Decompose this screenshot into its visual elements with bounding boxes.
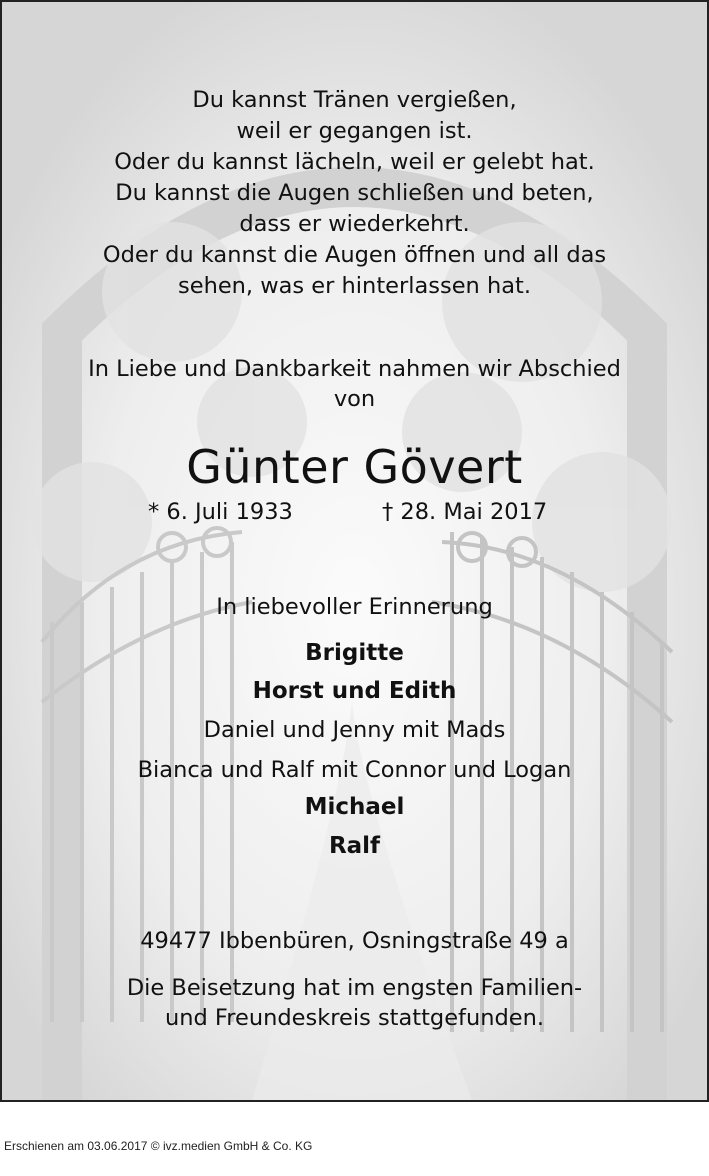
publication-footer: Erschienen am 03.06.2017 © ivz.medien GmbH & Co. KG xyxy=(4,1139,313,1153)
memory-line: In liebevoller Erinnerung xyxy=(216,594,493,620)
poem-line: Oder du kannst lächeln, weil er gelebt hat. xyxy=(114,149,595,175)
intro-line: In Liebe und Dankbarkeit nahmen wir Abschied xyxy=(88,356,621,382)
death-date: † 28. Mai 2017 xyxy=(382,499,548,525)
family-member: Daniel und Jenny mit Mads xyxy=(203,717,506,743)
birth-date: * 6. Juli 1933 xyxy=(148,499,293,525)
family-member: Michael xyxy=(304,794,405,820)
poem-line: weil er gegangen ist. xyxy=(236,118,473,144)
poem xyxy=(2,85,707,302)
burial-line: und Freundeskreis stattgefunden. xyxy=(164,1005,545,1031)
poem-line: sehen, was er hinterlassen hat. xyxy=(178,273,531,299)
address: 49477 Ibbenbüren, Osningstraße 49 a xyxy=(140,928,569,954)
deceased-name: Günter Gövert xyxy=(186,440,523,494)
farewell-intro xyxy=(2,354,707,414)
intro-line: von xyxy=(333,386,376,412)
family-member: Brigitte xyxy=(305,640,404,666)
family-member: Bianca und Ralf mit Connor und Logan xyxy=(137,757,572,783)
poem-line: dass er wiederkehrt. xyxy=(239,211,470,237)
poem-line: Du kannst Tränen vergießen, xyxy=(192,87,517,113)
life-dates xyxy=(2,499,707,529)
poem-line: Du kannst die Augen schließen und beten, xyxy=(115,180,594,206)
burial-line: Die Beisetzung hat im engsten Familien- xyxy=(126,975,583,1001)
family-member: Horst und Edith xyxy=(252,678,457,704)
burial-notice xyxy=(2,973,707,1033)
family-member: Ralf xyxy=(328,833,381,859)
poem-line: Oder du kannst die Augen öffnen und all das xyxy=(102,242,607,268)
notice-text xyxy=(2,2,707,1100)
